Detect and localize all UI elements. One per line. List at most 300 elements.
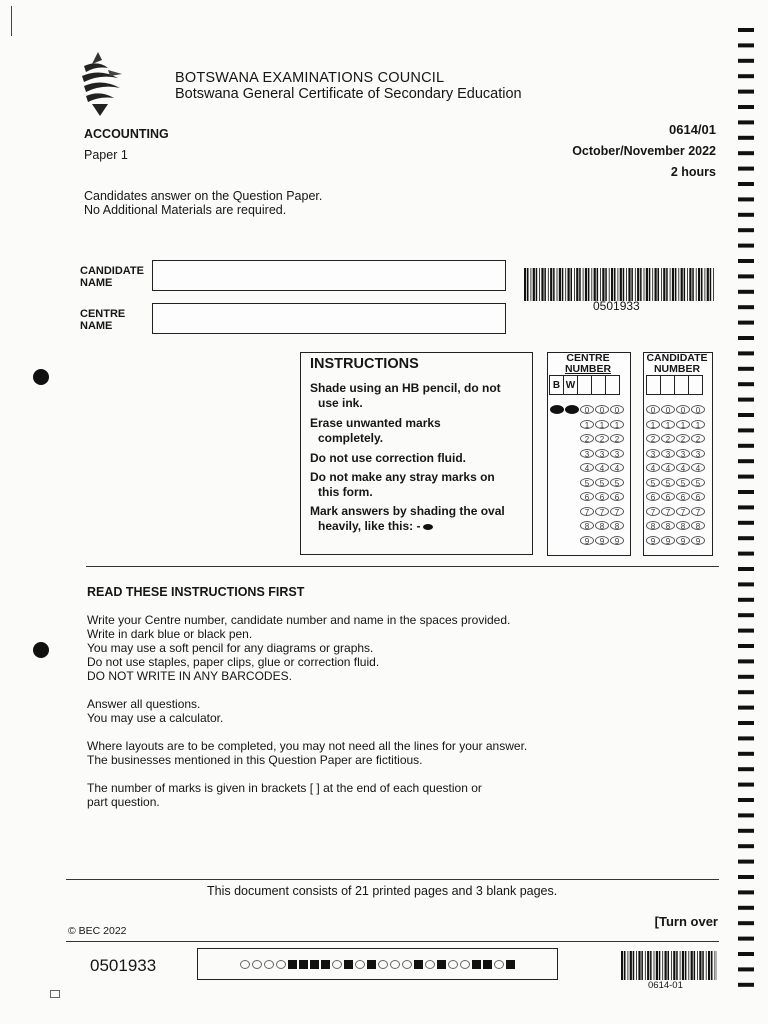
divider — [66, 941, 719, 942]
timing-mark — [738, 890, 754, 894]
bubble-row — [550, 405, 625, 414]
instruction-item: Erase unwanted marks completely. — [310, 416, 441, 445]
timing-mark — [738, 860, 754, 864]
barcode-bar — [663, 268, 665, 301]
bubble-row — [646, 449, 706, 458]
timing-mark — [738, 321, 754, 325]
digit-bubble[interactable]: 4 — [646, 463, 660, 472]
digit-bubble[interactable]: 8 — [676, 521, 690, 530]
timing-mark — [738, 783, 754, 787]
digit-bubble[interactable]: 3 — [580, 449, 594, 458]
timing-mark — [738, 721, 754, 725]
digit-bubble[interactable]: 2 — [676, 434, 690, 443]
timing-mark — [738, 675, 754, 679]
timing-mark — [738, 444, 754, 448]
centre-name-field[interactable] — [152, 303, 506, 334]
timing-mark — [738, 475, 754, 479]
barcode-bar — [707, 268, 709, 301]
barcode-bar — [710, 268, 712, 301]
barcode-bar — [649, 268, 651, 301]
barcode-bar — [544, 268, 546, 301]
digit-bubble[interactable]: 4 — [580, 463, 594, 472]
instruction-item: Shade using an HB pencil, do not use ink. — [310, 381, 501, 410]
centre-number-cells — [549, 375, 619, 395]
timing-mark — [738, 90, 754, 94]
digit-bubble[interactable]: 1 — [580, 420, 594, 429]
barcode-bar — [562, 268, 564, 301]
empty-oval — [460, 960, 470, 969]
timing-mark — [738, 428, 754, 432]
timing-mark — [738, 120, 754, 124]
barcode-bar — [600, 268, 601, 301]
digit-bubble[interactable]: 5 — [676, 478, 690, 487]
empty-oval — [264, 960, 274, 969]
barcode-bar — [559, 268, 561, 301]
number-cell[interactable] — [660, 375, 675, 395]
digit-bubble[interactable]: 1 — [610, 420, 624, 429]
number-cell[interactable]: B — [549, 375, 564, 395]
timing-mark — [738, 28, 754, 32]
timing-mark — [738, 598, 754, 602]
filled-block — [310, 960, 319, 969]
digit-bubble[interactable]: 7 — [610, 507, 624, 516]
digit-bubble[interactable]: 0 — [661, 405, 675, 414]
digit-bubble[interactable]: 4 — [676, 463, 690, 472]
paper-number: Paper 1 — [84, 148, 128, 162]
digit-bubble[interactable]: 8 — [580, 521, 594, 530]
timing-mark — [738, 829, 754, 833]
timing-mark — [738, 382, 754, 386]
barcode-bar — [628, 951, 629, 980]
digit-bubble[interactable]: 9 — [691, 536, 705, 545]
barcode-bar — [611, 268, 613, 301]
digit-bubble[interactable]: 6 — [580, 492, 594, 501]
barcode-bar — [585, 268, 587, 301]
timing-mark — [738, 629, 754, 633]
timing-mark — [738, 290, 754, 294]
digit-bubble[interactable]: 6 — [676, 492, 690, 501]
filled-block — [506, 960, 515, 969]
digit-bubble[interactable]: 4 — [661, 463, 675, 472]
bubble-row — [550, 420, 625, 429]
punch-hole — [33, 369, 49, 385]
digit-bubble[interactable]: 2 — [691, 434, 705, 443]
digit-bubble[interactable]: 9 — [676, 536, 690, 545]
digit-bubble[interactable]: 9 — [610, 536, 624, 545]
timing-mark — [738, 490, 754, 494]
timing-mark — [738, 736, 754, 740]
digit-bubble[interactable]: 5 — [610, 478, 624, 487]
barcode-bar — [676, 951, 678, 980]
barcode-bar — [688, 951, 689, 980]
empty-oval — [378, 960, 388, 969]
timing-mark — [738, 906, 754, 910]
margin-tick — [11, 6, 12, 36]
digit-bubble[interactable]: 4 — [691, 463, 705, 472]
barcode-bar — [541, 268, 543, 301]
timing-mark — [738, 213, 754, 217]
number-cell[interactable]: W — [563, 375, 578, 395]
timing-mark — [738, 398, 754, 402]
barcode-bar — [666, 268, 668, 301]
instruction-item: Mark answers by shading the oval heavily, like this: - — [310, 504, 505, 533]
timing-mark — [738, 875, 754, 879]
barcode-bar — [654, 951, 655, 980]
barcode-bar — [637, 268, 639, 301]
timing-mark — [738, 844, 754, 848]
page-count-note: This document consists of 21 printed pages and 3 blank pages. — [207, 884, 558, 898]
digit-bubble[interactable]: 3 — [661, 449, 675, 458]
digit-bubble[interactable]: 1 — [676, 420, 690, 429]
bubble-row — [646, 463, 706, 472]
timing-mark — [738, 459, 754, 463]
barcode-bar — [631, 268, 633, 301]
barcode-bar — [701, 268, 703, 301]
digit-bubble[interactable]: 8 — [691, 521, 705, 530]
instruction-line: Where layouts are to be completed, you may not need all the lines for your answer. — [87, 739, 528, 753]
digit-bubble[interactable]: 1 — [691, 420, 705, 429]
digit-bubble[interactable]: 0 — [676, 405, 690, 414]
empty-oval — [425, 960, 435, 969]
exam-session: October/November 2022 — [572, 144, 716, 158]
timing-mark — [738, 413, 754, 417]
digit-bubble[interactable]: 8 — [661, 521, 675, 530]
bubble-row — [550, 463, 625, 472]
digit-bubble[interactable]: 6 — [691, 492, 705, 501]
barcode-bar — [644, 268, 645, 301]
number-cell[interactable] — [646, 375, 661, 395]
digit-bubble[interactable]: 7 — [661, 507, 675, 516]
barcode-bar — [706, 951, 707, 980]
timing-mark — [738, 182, 754, 186]
barcode-bar — [673, 951, 675, 980]
digit-bubble[interactable]: 3 — [646, 449, 660, 458]
digit-bubble[interactable]: 2 — [580, 434, 594, 443]
shaded-bubble[interactable] — [550, 405, 564, 414]
barcode-bar — [583, 268, 584, 301]
barcode-bar — [524, 268, 526, 301]
timing-mark — [738, 937, 754, 941]
barcode-bar — [571, 268, 573, 301]
certificate-name: Botswana General Certificate of Secondary Education — [175, 86, 522, 102]
timing-mark — [738, 644, 754, 648]
bec-crest-icon — [78, 50, 124, 118]
shaded-oval-example-icon — [423, 524, 433, 530]
barcode-bar — [527, 268, 529, 301]
barcode-bar — [550, 268, 552, 301]
digit-bubble[interactable]: 2 — [661, 434, 675, 443]
barcode-bar — [539, 268, 540, 301]
barcode-bar — [618, 268, 619, 301]
barcode-bar — [682, 951, 684, 980]
instruction-line: DO NOT WRITE IN ANY BARCODES. — [87, 669, 292, 683]
barcode-bar — [579, 268, 581, 301]
barcode — [621, 951, 717, 980]
bubble-row — [550, 521, 625, 530]
barcode-bar — [659, 951, 661, 980]
timing-mark — [738, 536, 754, 540]
instruction-line: Do not use staples, paper clips, glue or correction fluid. — [87, 655, 380, 669]
council-name: BOTSWANA EXAMINATIONS COUNCIL — [175, 70, 445, 86]
barcode-bar — [633, 951, 635, 980]
digit-bubble[interactable]: 1 — [661, 420, 675, 429]
barcode-bar — [694, 951, 696, 980]
number-cell[interactable] — [591, 375, 606, 395]
digit-bubble[interactable]: 0 — [646, 405, 660, 414]
barcode-bar — [591, 268, 592, 301]
barcode-bar — [533, 268, 535, 301]
divider — [66, 879, 719, 880]
digit-bubble[interactable]: 8 — [610, 521, 624, 530]
instruction-line: Write in dark blue or black pen. — [87, 627, 253, 641]
timing-mark — [738, 613, 754, 617]
timing-mark — [738, 567, 754, 571]
instruction-line: The number of marks is given in brackets [ ] at the end of each question or — [87, 781, 482, 795]
barcode-bar — [655, 268, 657, 301]
digit-bubble[interactable]: 0 — [595, 405, 609, 414]
bubble-row — [646, 478, 706, 487]
barcode-bar — [609, 268, 610, 301]
empty-oval — [402, 960, 412, 969]
timing-mark — [738, 921, 754, 925]
barcode-bar — [691, 951, 693, 980]
barcode-bar — [670, 268, 671, 301]
filled-block — [367, 960, 376, 969]
digit-bubble[interactable]: 0 — [580, 405, 594, 414]
empty-oval — [355, 960, 365, 969]
barcode-bar — [665, 951, 667, 980]
barcode-bar — [692, 268, 694, 301]
barcode-bar — [594, 268, 596, 301]
barcode-bar — [658, 268, 660, 301]
subject-title: ACCOUNTING — [84, 127, 169, 141]
filled-block — [344, 960, 353, 969]
timing-mark — [738, 351, 754, 355]
shaded-bubble[interactable] — [565, 405, 579, 414]
barcode-bar — [647, 951, 649, 980]
barcode-bar — [689, 268, 691, 301]
number-cell[interactable] — [605, 375, 620, 395]
timing-mark — [738, 582, 754, 586]
barcode-number: 0501933 — [593, 299, 640, 313]
punch-hole — [33, 642, 49, 658]
footer-code: 0614-01 — [648, 980, 683, 991]
timing-mark — [738, 274, 754, 278]
bubble-row — [550, 478, 625, 487]
digit-bubble[interactable]: 0 — [610, 405, 624, 414]
barcode-bar — [624, 951, 626, 980]
digit-bubble[interactable]: 0 — [691, 405, 705, 414]
instruction-item: Do not use correction fluid. — [310, 451, 467, 465]
digit-bubble[interactable]: 5 — [580, 478, 594, 487]
timing-mark — [738, 659, 754, 663]
timing-mark — [738, 798, 754, 802]
barcode-bar — [565, 268, 566, 301]
barcode-bar — [588, 268, 590, 301]
instructions-title: INSTRUCTIONS — [310, 356, 419, 372]
bubble-row — [646, 434, 706, 443]
barcode-bar — [620, 268, 622, 301]
timing-mark — [738, 752, 754, 756]
timing-mark — [738, 59, 754, 63]
digit-bubble[interactable]: 2 — [595, 434, 609, 443]
digit-bubble[interactable]: 7 — [646, 507, 660, 516]
digit-bubble[interactable]: 5 — [595, 478, 609, 487]
barcode-bar — [650, 951, 652, 980]
barcode-bar — [687, 268, 688, 301]
timing-marks — [738, 28, 754, 994]
timing-mark — [738, 244, 754, 248]
bubble-row — [550, 536, 625, 545]
bubble-row — [550, 449, 625, 458]
barcode-bar — [597, 268, 599, 301]
digit-bubble[interactable]: 7 — [580, 507, 594, 516]
barcode-bar — [661, 268, 662, 301]
barcode-bar — [641, 951, 643, 980]
empty-oval — [390, 960, 400, 969]
candidate-name-field[interactable] — [152, 260, 506, 291]
barcode-bar — [675, 268, 677, 301]
digit-bubble[interactable]: 3 — [595, 449, 609, 458]
digit-bubble[interactable]: 7 — [676, 507, 690, 516]
barcode-bar — [548, 268, 549, 301]
digit-bubble[interactable]: 1 — [595, 420, 609, 429]
timing-mark — [738, 197, 754, 201]
barcode-bar — [708, 951, 710, 980]
number-cell[interactable] — [577, 375, 592, 395]
barcode-bar — [711, 951, 713, 980]
digit-bubble[interactable]: 1 — [646, 420, 660, 429]
exam-duration: 2 hours — [670, 165, 716, 179]
digit-bubble[interactable]: 8 — [646, 521, 660, 530]
empty-oval — [332, 960, 342, 969]
barcode-bar — [652, 268, 653, 301]
filled-block — [321, 960, 330, 969]
digit-bubble[interactable]: 2 — [610, 434, 624, 443]
filled-block — [414, 960, 423, 969]
instruction-line: part question. — [87, 795, 160, 809]
timing-mark — [738, 336, 754, 340]
barcode-bar — [662, 951, 663, 980]
filled-block — [299, 960, 308, 969]
barcode-bar — [623, 268, 625, 301]
filled-block — [472, 960, 481, 969]
timing-mark — [738, 983, 754, 987]
digit-bubble[interactable]: 6 — [661, 492, 675, 501]
timing-mark — [738, 505, 754, 509]
barcode-bar — [678, 268, 679, 301]
barcode-bar — [626, 268, 627, 301]
digit-bubble[interactable]: 3 — [610, 449, 624, 458]
filled-block — [288, 960, 297, 969]
timing-mark — [738, 136, 754, 140]
timing-mark — [738, 690, 754, 694]
timing-mark — [738, 952, 754, 956]
timing-mark — [738, 706, 754, 710]
barcode-bar — [681, 268, 683, 301]
instruction-line: You may use a soft pencil for any diagrams or graphs. — [87, 641, 374, 655]
serial-number: 0501933 — [90, 956, 157, 975]
candidate-name-label: CANDIDATE NAME — [80, 265, 144, 289]
corner-mark — [50, 990, 60, 998]
barcode-bar — [636, 951, 637, 980]
centre-number-title: CENTRE NUMBER — [564, 352, 612, 375]
empty-oval — [252, 960, 262, 969]
barcode-bar — [557, 268, 558, 301]
digit-bubble[interactable]: 5 — [691, 478, 705, 487]
instruction-line: Write your Centre number, candidate number and name in the spaces provided. — [87, 613, 511, 627]
digit-bubble[interactable]: 9 — [595, 536, 609, 545]
divider — [86, 566, 719, 567]
barcode-bar — [702, 951, 704, 980]
barcode-bar — [685, 951, 687, 980]
barcode-bar — [645, 951, 646, 980]
barcode-bar — [576, 268, 578, 301]
barcode-bar — [668, 951, 670, 980]
candidate-number-cells — [646, 375, 702, 395]
bubble-row — [646, 492, 706, 501]
barcode-bar — [638, 951, 640, 980]
timing-mark — [738, 305, 754, 309]
digit-bubble[interactable]: 6 — [595, 492, 609, 501]
digit-bubble[interactable]: 9 — [661, 536, 675, 545]
barcode-bar — [536, 268, 538, 301]
number-cell[interactable] — [674, 375, 689, 395]
bubble-row — [550, 434, 625, 443]
digit-bubble[interactable]: 4 — [610, 463, 624, 472]
digit-bubble[interactable]: 5 — [661, 478, 675, 487]
bubble-row — [646, 405, 706, 414]
timing-mark — [738, 167, 754, 171]
bubble-row — [646, 507, 706, 516]
digit-bubble[interactable]: 7 — [691, 507, 705, 516]
digit-bubble[interactable]: 2 — [646, 434, 660, 443]
barcode-bar — [680, 951, 681, 980]
timing-mark — [738, 74, 754, 78]
number-cell[interactable] — [688, 375, 703, 395]
barcode-bar — [605, 268, 607, 301]
digit-bubble[interactable]: 3 — [676, 449, 690, 458]
empty-oval — [448, 960, 458, 969]
bubble-row — [550, 492, 625, 501]
digit-bubble[interactable]: 9 — [646, 536, 660, 545]
barcode-bar — [614, 268, 616, 301]
barcode-bar — [553, 268, 555, 301]
timing-mark — [738, 552, 754, 556]
digit-bubble[interactable]: 6 — [610, 492, 624, 501]
digit-bubble[interactable]: 4 — [595, 463, 609, 472]
instruction-line: Answer all questions. — [87, 697, 201, 711]
timing-mark — [738, 521, 754, 525]
digit-bubble[interactable]: 7 — [595, 507, 609, 516]
bubble-row — [646, 521, 706, 530]
bubble-row — [646, 536, 706, 545]
copyright: © BEC 2022 — [68, 925, 127, 937]
barcode — [524, 268, 715, 301]
barcode-bar — [531, 268, 532, 301]
centre-name-label: CENTRE NAME — [80, 308, 126, 332]
empty-oval — [240, 960, 250, 969]
timing-mark — [738, 151, 754, 155]
digit-bubble[interactable]: 5 — [646, 478, 660, 487]
barcode-bar — [630, 951, 632, 980]
digit-bubble[interactable]: 3 — [691, 449, 705, 458]
barcode-bar — [696, 268, 697, 301]
digit-bubble[interactable]: 9 — [580, 536, 594, 545]
digit-bubble[interactable]: 8 — [595, 521, 609, 530]
turn-over-note: [Turn over — [654, 914, 718, 929]
digit-bubble[interactable]: 6 — [646, 492, 660, 501]
